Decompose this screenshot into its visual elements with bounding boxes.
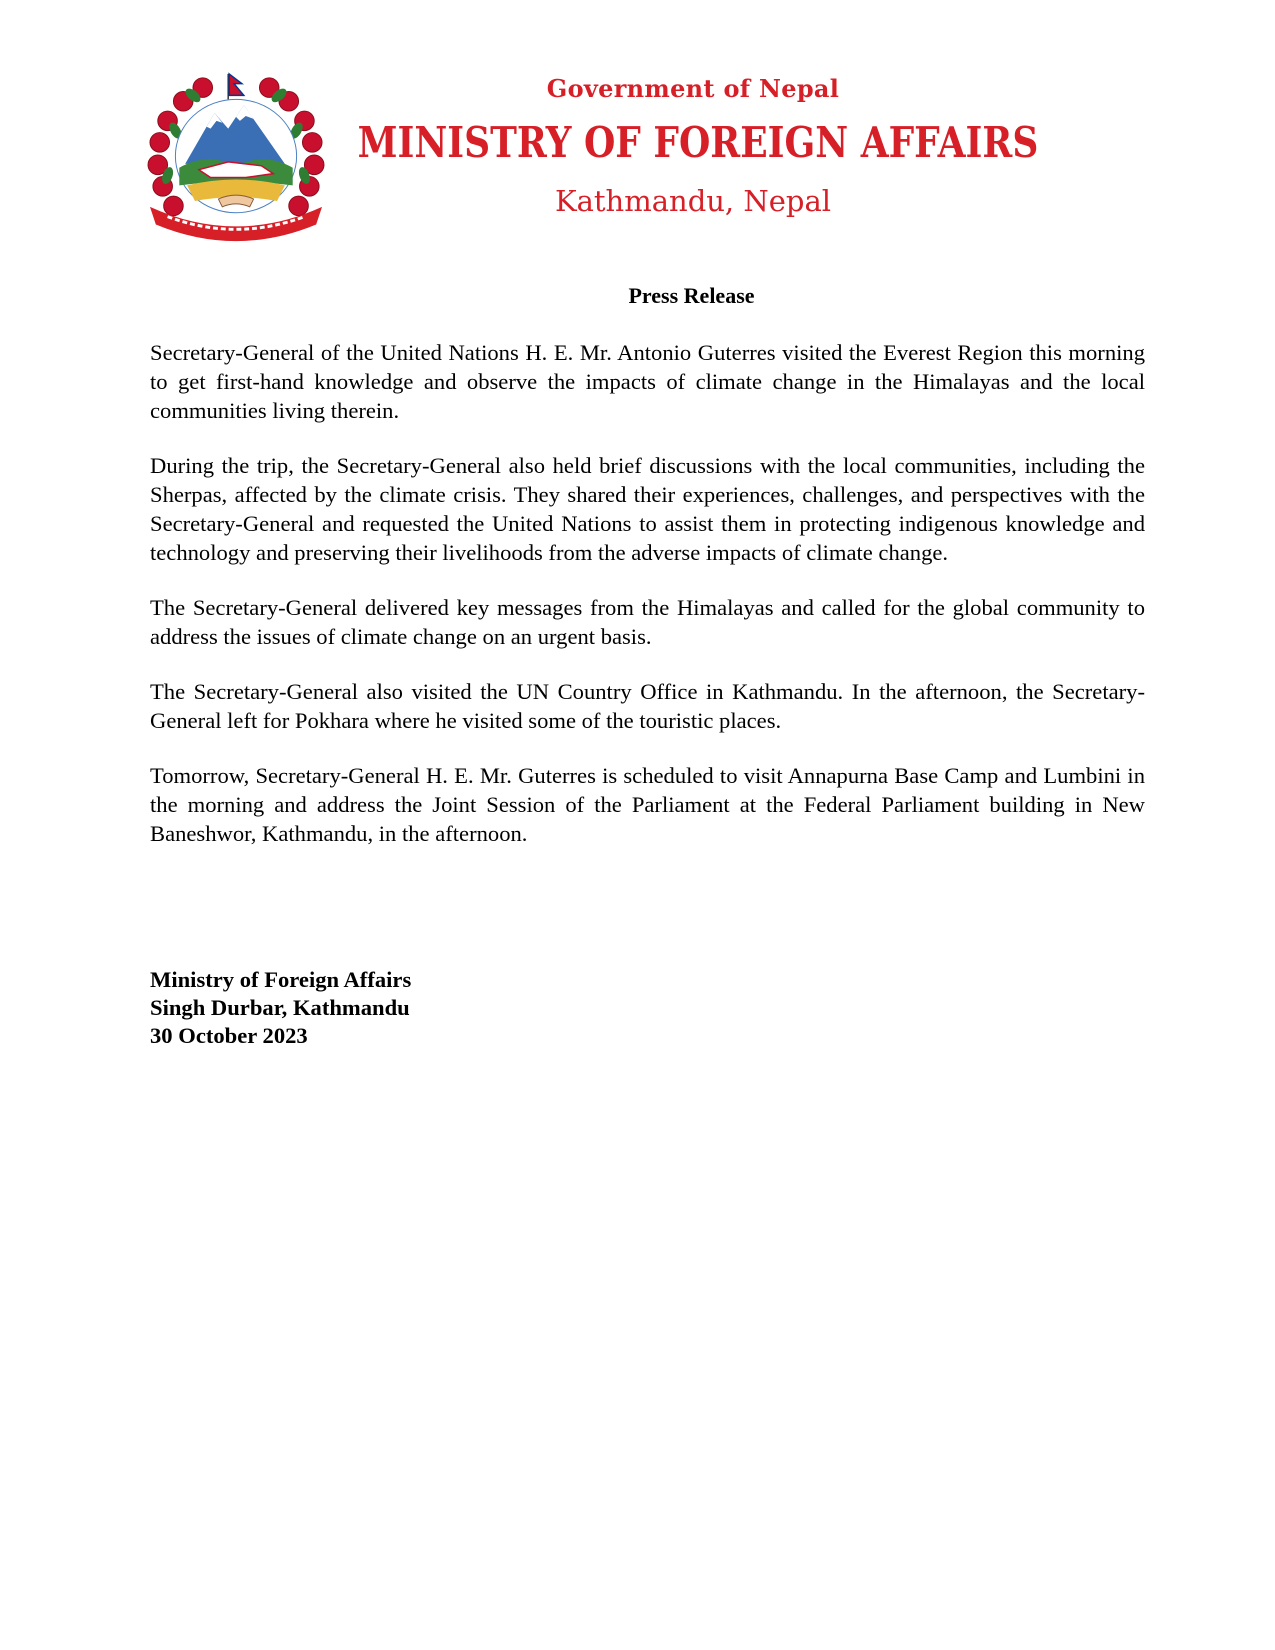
location-heading: Kathmandu, Nepal bbox=[554, 184, 832, 218]
signature-address: Singh Durbar, Kathmandu bbox=[150, 995, 410, 1020]
signature-date: 30 October 2023 bbox=[150, 1023, 308, 1048]
document-title: Press Release bbox=[628, 283, 755, 308]
document-body bbox=[150, 338, 1145, 874]
government-heading: Government of Nepal bbox=[546, 74, 840, 103]
letterhead bbox=[138, 66, 1088, 246]
paragraph: The Secretary-General also visited the UN Country Office in Kathmandu. In the afternoon, the Secretary-General left for Pokhara where he visited some of the touristic places. bbox=[150, 679, 1145, 733]
ministry-heading: MINISTRY OF FOREIGN AFFAIRS bbox=[357, 118, 1039, 168]
paragraph: Secretary-General of the United Nations H. E. Mr. Antonio Guterres visited the Everest Region this morning to get first-hand knowledge and observe the impacts of climate change in the Himalayas and the local communities living therein. bbox=[150, 340, 1145, 423]
paragraph: The Secretary-General delivered key messages from the Himalayas and called for the global community to address the issues of climate change on an urgent basis. bbox=[150, 595, 1145, 649]
paragraph: During the trip, the Secretary-General also held brief discussions with the local communities, including the Sherpas, affected by the climate crisis. They shared their experiences, challenges, and perspectives with the Secretary-General and requested the United Nations to assist them in protecting indigenous knowledge and technology and preserving their livelihoods from the adverse impacts of climate change. bbox=[150, 453, 1145, 565]
nepal-emblem-icon bbox=[138, 70, 334, 244]
paragraph: Tomorrow, Secretary-General H. E. Mr. Guterres is scheduled to visit Annapurna Base Camp and Lumbini in the morning and address the Joint Session of the Parliament at the Federal Parliament building in New Baneshwor, Kathmandu, in the afternoon. bbox=[150, 763, 1145, 846]
signature-block bbox=[150, 966, 411, 1050]
signature-organization: Ministry of Foreign Affairs bbox=[150, 967, 412, 992]
